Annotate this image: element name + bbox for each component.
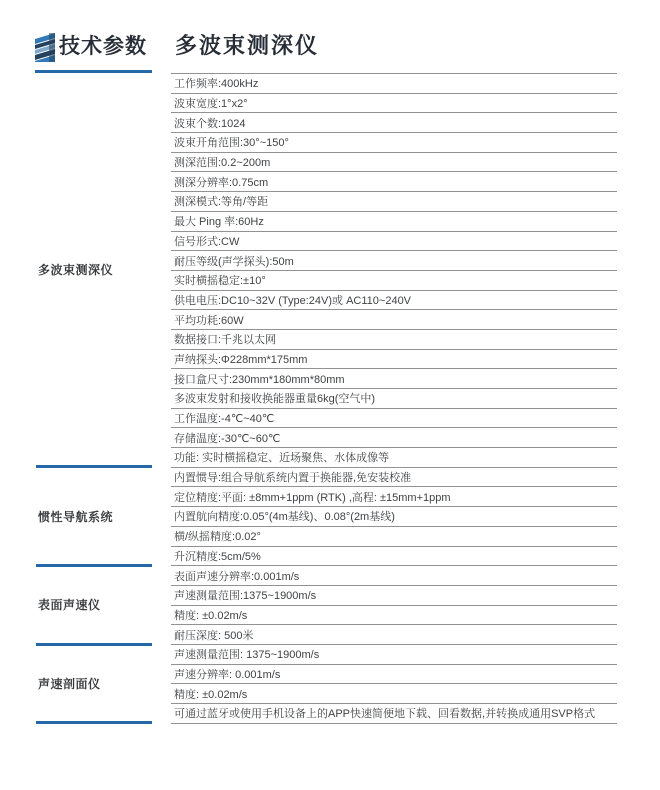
spec-table [36, 73, 617, 724]
spec-row: 波束个数:1024 [171, 113, 617, 133]
category-group [36, 73, 171, 467]
spec-row: 耐压深度: 500米 [171, 625, 617, 645]
spec-row: 接口盒尺寸:230mm*180mm*80mm [171, 369, 617, 389]
spec-row: 存储温度:-30℃~60℃ [171, 428, 617, 448]
spec-row: 测深分辨率:0.75cm [171, 172, 617, 192]
spec-row: 工作频率:400kHz [171, 74, 617, 94]
spec-row: 信号形式:CW [171, 232, 617, 252]
spec-row: 声纳探头:Φ228mm*175mm [171, 350, 617, 370]
spec-row: 波束宽度:1°x2° [171, 94, 617, 114]
spec-row: 内置航向精度:0.05°(4m基线)、0.08°(2m基线) [171, 507, 617, 527]
spec-row: 测深范围:0.2~200m [171, 153, 617, 173]
spec-row: 可通过蓝牙或使用手机设备上的APP快速简便地下载、回看数据,并转换成通用SVP格式 [171, 704, 617, 724]
category-separator [36, 721, 152, 724]
spec-row: 实时横摇稳定:±10° [171, 271, 617, 291]
spec-row: 数据接口:千兆以太网 [171, 330, 617, 350]
spec-row: 测深模式:等角/等距 [171, 192, 617, 212]
tech-params-stripes-icon [35, 33, 55, 62]
spec-row: 升沉精度:5cm/5% [171, 547, 617, 567]
category-group [36, 565, 171, 644]
spec-row: 定位精度:平面: ±8mm+1ppm (RTK) ,高程: ±15mm+1ppm [171, 487, 617, 507]
spec-row: 声速分辨率: 0.001m/s [171, 665, 617, 685]
category-separator [36, 564, 152, 567]
spec-row: 精度: ±0.02m/s [171, 684, 617, 704]
category-group [36, 467, 171, 565]
category-separator [36, 465, 152, 468]
spec-row: 精度: ±0.02m/s [171, 606, 617, 626]
category-separator [36, 643, 152, 646]
category-column [36, 73, 171, 724]
spec-row: 供电电压:DC10~32V (Type:24V)或 AC110~240V [171, 291, 617, 311]
spec-row: 最大 Ping 率:60Hz [171, 212, 617, 232]
spec-row: 耐压等级(声学探头):50m [171, 251, 617, 271]
spec-row: 横/纵摇精度:0.02° [171, 527, 617, 547]
spec-row: 平均功耗:60W [171, 310, 617, 330]
category-label: 表面声速仪 [38, 598, 101, 613]
section-label: 技术参数 [59, 35, 147, 58]
spec-row: 波束开角范围:30°~150° [171, 133, 617, 153]
spec-row: 内置惯导:组合导航系统内置于换能器,免安装校准 [171, 468, 617, 488]
spec-row: 声速测量范围: 1375~1900m/s [171, 645, 617, 665]
spec-row: 多波束发射和接收换能器重量6kg(空气中) [171, 389, 617, 409]
category-label: 声速剖面仪 [38, 677, 101, 692]
spec-row: 表面声速分辨率:0.001m/s [171, 566, 617, 586]
spec-row: 功能: 实时横摇稳定、近场聚焦、水体成像等 [171, 448, 617, 468]
page-title: 多波束测深仪 [175, 33, 320, 58]
spec-row: 声速测量范围:1375~1900m/s [171, 586, 617, 606]
category-group [36, 644, 171, 723]
spec-row: 工作温度:-4℃~40℃ [171, 409, 617, 429]
category-label: 多波束测深仪 [38, 263, 114, 278]
category-label: 惯性导航系统 [38, 509, 114, 524]
spec-rows-column [171, 73, 617, 724]
